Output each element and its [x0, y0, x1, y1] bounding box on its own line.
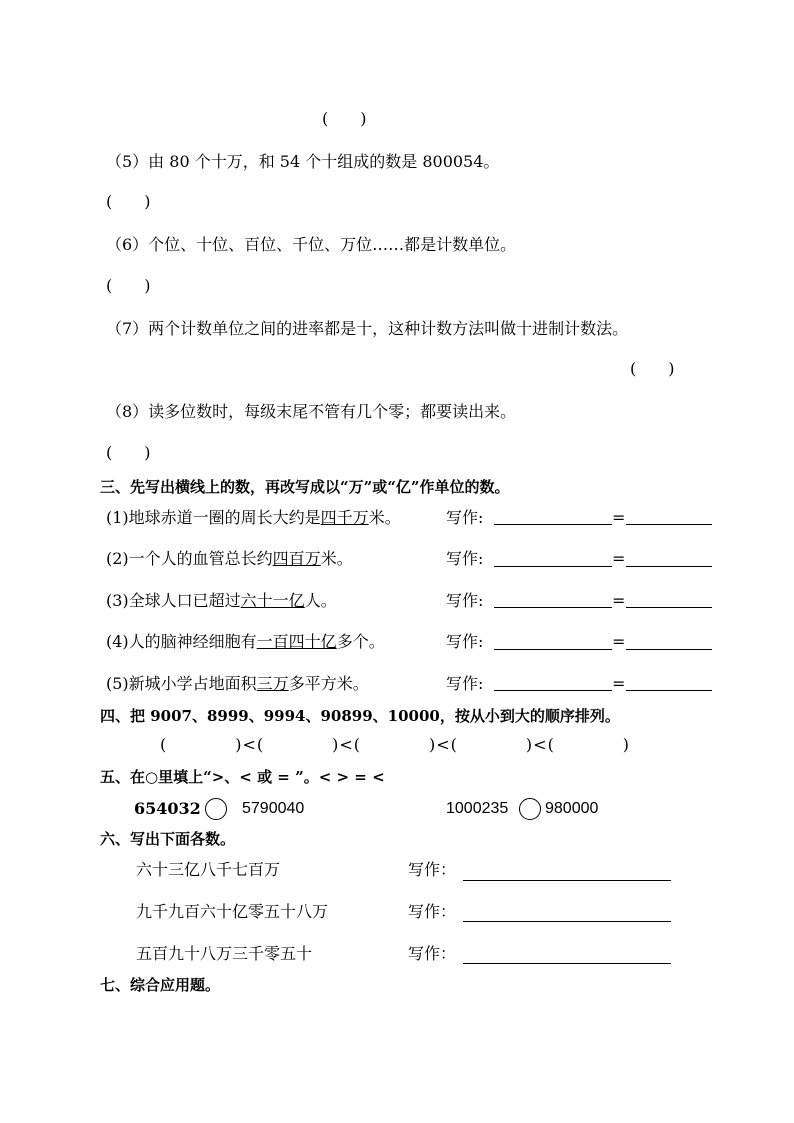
s6-item-3: 五百九十八万三千零五十 [136, 944, 313, 963]
s3-blank-b-3[interactable] [626, 607, 712, 608]
s3-item-3-underlined: 六十一亿 [240, 591, 305, 610]
tf-q4-bracket[interactable]: ( ) [322, 109, 367, 128]
section5-heading: 五、在○里填上“>、< 或 = ”。< > = < [100, 768, 385, 786]
s3-item-4-pre: (4)人的脑神经细胞有 [106, 632, 257, 651]
s3-item-2-pre: (2)一个人的血管总长约 [106, 549, 273, 568]
s3-item-1 [106, 508, 401, 528]
section4-heading: 四、把 9007、8999、9994、90899、10000，按从小到大的顺序排列。 [100, 707, 620, 725]
s3-item-2-post: 米。 [320, 549, 353, 568]
s3-item-2-underlined: 四百万 [272, 549, 321, 568]
s3-equals-1: = [612, 508, 626, 527]
s3-equals-4: = [612, 632, 626, 651]
tf-q6-text: （6）个位、十位、百位、千位、万位……都是计数单位。 [106, 235, 517, 254]
s3-item-3-post: 人。 [304, 591, 337, 610]
s3-item-2 [106, 549, 353, 569]
s3-write-label-3: 写作: [446, 591, 484, 610]
s6-write-label-2: 写作： [408, 902, 457, 921]
s6-write-label-1: 写作： [408, 860, 457, 879]
s3-item-3-pre: (3)全球人口已超过 [106, 591, 241, 610]
section6-heading: 六、写出下面各数。 [100, 830, 236, 848]
s3-blank-b-4[interactable] [626, 649, 712, 650]
s3-write-label-1: 写作: [446, 508, 484, 527]
s5-compare-circle-1[interactable] [205, 798, 227, 820]
s6-blank-3[interactable] [463, 963, 671, 964]
s4-order-row[interactable]: ( )<( )<( )<( )<( ) [160, 735, 631, 754]
tf-q5-text: （5）由 80 个十万，和 54 个十组成的数是 800054。 [106, 152, 500, 171]
s3-item-1-underlined: 四千万 [320, 508, 369, 527]
s3-blank-b-1[interactable] [626, 524, 712, 525]
s6-item-2: 九千九百六十亿零五十八万 [136, 902, 329, 921]
s3-write-label-4: 写作: [446, 632, 484, 651]
s6-blank-2[interactable] [463, 921, 671, 922]
s5-right-a: 1000235 [446, 800, 509, 817]
s5-right-b: 980000 [545, 800, 599, 817]
s3-blank-a-5[interactable] [494, 690, 612, 691]
s3-blank-a-3[interactable] [494, 607, 612, 608]
s3-item-5-pre: (5)新城小学占地面积 [106, 674, 257, 693]
tf-q7-text: （7）两个计数单位之间的进率都是十，这种计数方法叫做十进制计数法。 [106, 319, 629, 338]
s3-blank-a-4[interactable] [494, 649, 612, 650]
s6-write-label-3: 写作： [408, 944, 457, 963]
s5-compare-circle-2[interactable] [519, 798, 541, 820]
s3-item-4-post: 多个。 [336, 632, 385, 651]
s6-blank-1[interactable] [463, 880, 671, 881]
tf-q6-bracket[interactable]: ( ) [106, 276, 151, 295]
tf-q8-bracket[interactable]: ( ) [106, 443, 151, 462]
s3-blank-b-2[interactable] [626, 566, 712, 567]
s3-write-label-2: 写作: [446, 549, 484, 568]
tf-q8-text: （8）读多位数时，每级末尾不管有几个零；都要读出来。 [106, 402, 517, 421]
section7-heading: 七、综合应用题。 [100, 976, 221, 994]
s3-item-5 [106, 674, 369, 694]
s3-item-4 [106, 632, 385, 652]
s3-blank-b-5[interactable] [626, 690, 712, 691]
s5-left-b: 5790040 [242, 800, 305, 817]
s3-item-5-post: 多平方米。 [288, 674, 369, 693]
s3-item-3 [106, 591, 337, 611]
s3-blank-a-2[interactable] [494, 566, 612, 567]
s3-equals-2: = [612, 549, 626, 568]
s3-blank-a-1[interactable] [494, 524, 612, 525]
s6-item-1: 六十三亿八千七百万 [136, 860, 281, 879]
s3-item-1-post: 米。 [368, 508, 401, 527]
s3-item-1-pre: (1)地球赤道一圈的周长大约是 [106, 508, 321, 527]
s5-left-a: 654032 [134, 799, 201, 818]
tf-q7-bracket[interactable]: ( ) [630, 359, 675, 378]
tf-q5-bracket[interactable]: ( ) [106, 192, 151, 211]
s3-item-4-underlined: 一百四十亿 [256, 632, 337, 651]
s3-write-label-5: 写作: [446, 674, 484, 693]
s3-item-5-underlined: 三万 [256, 674, 289, 693]
s3-equals-3: = [612, 591, 626, 610]
section3-heading: 三、先写出横线上的数，再改写成以“万”或“亿”作单位的数。 [100, 478, 510, 496]
s3-equals-5: = [612, 674, 626, 693]
